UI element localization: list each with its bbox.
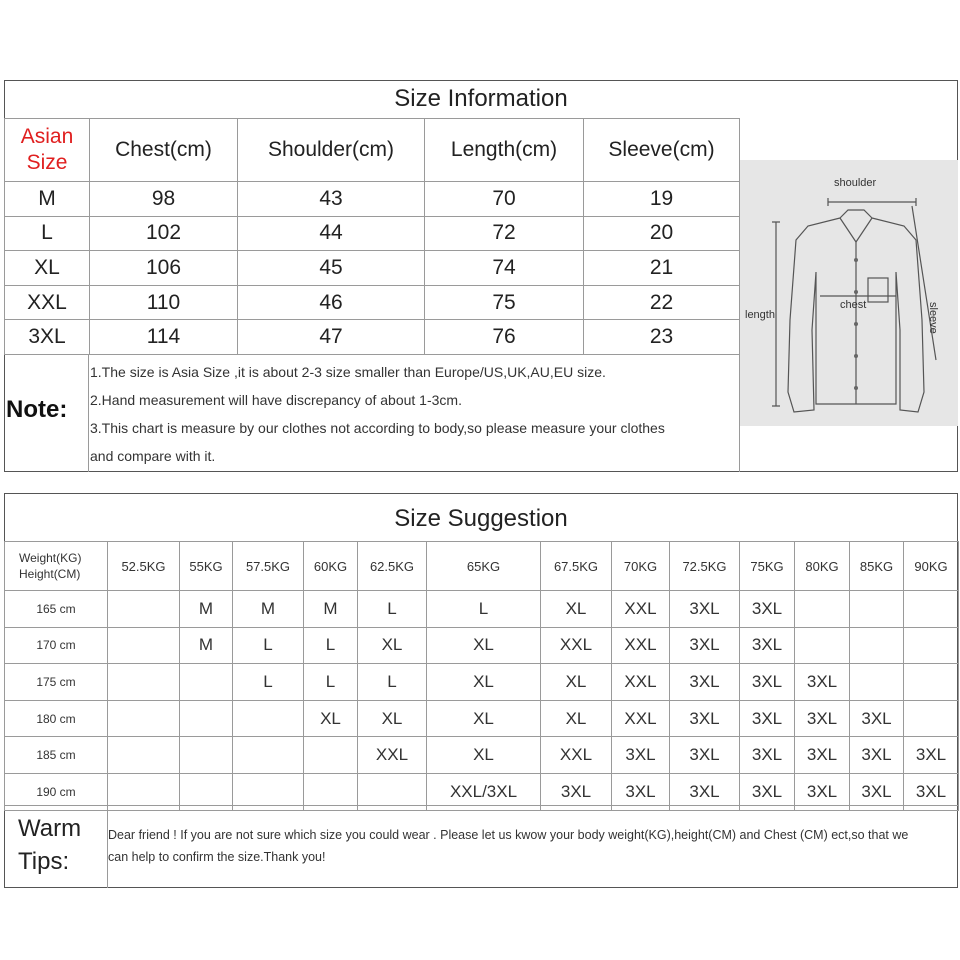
weight-header: 67.5KG [541,542,612,591]
size-suggestion-cell: XL [541,591,612,628]
weight-header: 80KG [795,542,850,591]
warm-tips-line: Dear friend ! If you are not sure which size you could wear . Please let us kwow your body weight(KG),height(CM) and Chest (CM) ect,so that we [108,828,909,842]
warm-tips-line: can help to confirm the size.Thank you! [108,850,326,864]
size-cell: XL [5,251,90,286]
size-suggestion-cell [795,591,850,628]
length-label: length [745,309,775,321]
size-suggestion-cell: 3XL [740,627,795,664]
sleeve-cell: 22 [584,285,740,320]
size-suggestion-cell: XXL [612,664,670,701]
size-suggestion-cell: 3XL [795,773,850,810]
size-suggestion-cell: 3XL [670,700,740,737]
length-cell: 75 [425,285,584,320]
size-suggestion-table [4,541,959,811]
length-cell: 74 [425,251,584,286]
size-suggestion-cell: M [180,591,233,628]
warm-tips-label-line2: Tips: [18,848,70,875]
shoulder-cell: 45 [238,251,425,286]
size-suggestion-cell [904,627,959,664]
sleeve-cell: 21 [584,251,740,286]
chest-cell: 98 [90,182,238,217]
size-suggestion-cell: 3XL [670,591,740,628]
sleeve-cell: 20 [584,216,740,251]
sleeve-header: Sleeve(cm) [584,119,740,182]
size-information-table [4,118,740,355]
size-suggestion-cell: XL [358,627,427,664]
size-suggestion-cell [233,737,304,774]
size-suggestion-cell: L [304,664,358,701]
size-suggestion-cell: 3XL [740,591,795,628]
shoulder-cell: 44 [238,216,425,251]
size-suggestion-cell: M [304,591,358,628]
size-suggestion-cell [180,737,233,774]
size-suggestion-cell: XL [541,664,612,701]
size-suggestion-cell: 3XL [795,737,850,774]
table-row [5,285,740,320]
length-header: Length(cm) [425,119,584,182]
size-suggestion-cell: L [427,591,541,628]
size-suggestion-cell: XL [427,627,541,664]
table-row [5,251,740,286]
weight-header: 90KG [904,542,959,591]
size-suggestion-cell: 3XL [795,664,850,701]
size-suggestion-cell: 3XL [850,737,904,774]
weight-header: 72.5KG [670,542,740,591]
table-row [5,320,740,355]
weight-header: 75KG [740,542,795,591]
size-suggestion-cell: 3XL [612,737,670,774]
size-cell: M [5,182,90,217]
size-suggestion-cell: M [180,627,233,664]
chest-cell: 102 [90,216,238,251]
weight-header: 70KG [612,542,670,591]
size-suggestion-cell: XXL [612,627,670,664]
size-suggestion-cell: L [233,627,304,664]
shirt-measure-icon [740,160,958,426]
size-suggestion-cell: 3XL [740,737,795,774]
size-suggestion-cell [850,591,904,628]
size-suggestion-cell [108,591,180,628]
warm-tips-divider [107,805,108,888]
table-row [5,627,959,664]
weight-header: 52.5KG [108,542,180,591]
note-line: and compare with it. [90,448,216,464]
size-suggestion-cell: 3XL [850,773,904,810]
warm-tips-section [4,805,958,888]
size-information-title: Size Information [394,85,568,112]
size-suggestion-cell: 3XL [740,700,795,737]
size-suggestion-cell: 3XL [670,627,740,664]
size-suggestion-cell: XL [427,737,541,774]
shoulder-cell: 43 [238,182,425,217]
size-suggestion-title: Size Suggestion [394,505,568,532]
size-suggestion-cell: 3XL [670,737,740,774]
size-suggestion-cell: 3XL [795,700,850,737]
size-suggestion-cell [304,737,358,774]
size-suggestion-cell: 3XL [670,664,740,701]
table-row [5,182,740,217]
shirt-diagram [740,160,958,426]
table-row [5,216,740,251]
size-suggestion-body [5,591,959,811]
size-suggestion-cell: XXL [541,737,612,774]
size-suggestion-cell [233,700,304,737]
size-suggestion-cell [108,737,180,774]
length-cell: 76 [425,320,584,355]
height-cell: 190 cm [5,773,108,810]
asian-size-label-line2: Size [26,151,68,174]
warm-tips-label-line1: Warm [18,815,82,842]
size-suggestion-cell [850,664,904,701]
asian-size-label-line1: Asian [20,125,74,148]
size-suggestion-cell: 3XL [904,737,959,774]
size-suggestion-cell: XL [541,700,612,737]
shoulder-header: Shoulder(cm) [238,119,425,182]
size-suggestion-cell: XXL [612,700,670,737]
length-cell: 70 [425,182,584,217]
chest-header: Chest(cm) [90,119,238,182]
size-cell: L [5,216,90,251]
table-row [5,737,959,774]
chest-cell: 110 [90,285,238,320]
size-suggestion-cell [904,664,959,701]
size-suggestion-cell: XXL [612,591,670,628]
size-suggestion-cell: XL [427,664,541,701]
weight-header-row [5,542,959,591]
chest-cell: 114 [90,320,238,355]
note-line: 1.The size is Asia Size ,it is about 2-3 size smaller than Europe/US,UK,AU,EU size. [90,364,606,380]
weight-header: 62.5KG [358,542,427,591]
size-suggestion-cell [180,700,233,737]
sleeve-label: sleeve [927,302,939,334]
size-suggestion-cell: L [358,591,427,628]
weight-header: 65KG [427,542,541,591]
height-cell: 170 cm [5,627,108,664]
sleeve-cell: 23 [584,320,740,355]
size-suggestion-cell [108,700,180,737]
size-suggestion-cell: 3XL [740,773,795,810]
size-suggestion-cell [904,700,959,737]
table-row [5,664,959,701]
size-suggestion-cell: XXL/3XL [427,773,541,810]
sleeve-cell: 19 [584,182,740,217]
size-suggestion-cell [108,627,180,664]
weight-header: 60KG [304,542,358,591]
weight-height-label [5,542,108,591]
size-suggestion-cell: M [233,591,304,628]
size-suggestion-cell [108,664,180,701]
size-suggestion-cell [904,591,959,628]
weight-header: 57.5KG [233,542,304,591]
size-suggestion-cell: L [304,627,358,664]
size-suggestion-cell: L [233,664,304,701]
table-row [5,591,959,628]
size-suggestion-cell [850,627,904,664]
chest-label: chest [840,299,867,311]
height-cell: 185 cm [5,737,108,774]
size-suggestion-cell: XXL [541,627,612,664]
size-suggestion-cell: 3XL [740,664,795,701]
size-cell: 3XL [5,320,90,355]
height-cell: 180 cm [5,700,108,737]
chest-cell: 106 [90,251,238,286]
weight-label: Weight(KG) [19,551,82,565]
size-suggestion-cell: XXL [358,737,427,774]
size-suggestion-cell [795,627,850,664]
size-suggestion-cell: 3XL [541,773,612,810]
shoulder-label: shoulder [834,177,877,189]
size-suggestion-cell: 3XL [670,773,740,810]
weight-header: 85KG [850,542,904,591]
shoulder-cell: 46 [238,285,425,320]
height-cell: 165 cm [5,591,108,628]
size-suggestion-cell: XL [358,700,427,737]
size-suggestion-cell: XL [427,700,541,737]
note-line: 2.Hand measurement will have discrepancy of about 1-3cm. [90,392,462,408]
size-suggestion-cell [180,664,233,701]
size-suggestion-cell: L [358,664,427,701]
asian-size-header [5,119,90,182]
size-cell: XXL [5,285,90,320]
size-suggestion-cell: 3XL [904,773,959,810]
size-suggestion-cell: 3XL [850,700,904,737]
size-suggestion-cell: 3XL [612,773,670,810]
height-cell: 175 cm [5,664,108,701]
note-label: Note: [6,396,68,423]
length-cell: 72 [425,216,584,251]
size-suggestion-cell: XL [304,700,358,737]
note-line: 3.This chart is measure by our clothes not according to body,so please measure your clothes [90,420,665,436]
shoulder-cell: 47 [238,320,425,355]
weight-header: 55KG [180,542,233,591]
height-label: Height(CM) [19,567,81,581]
table-row [5,700,959,737]
